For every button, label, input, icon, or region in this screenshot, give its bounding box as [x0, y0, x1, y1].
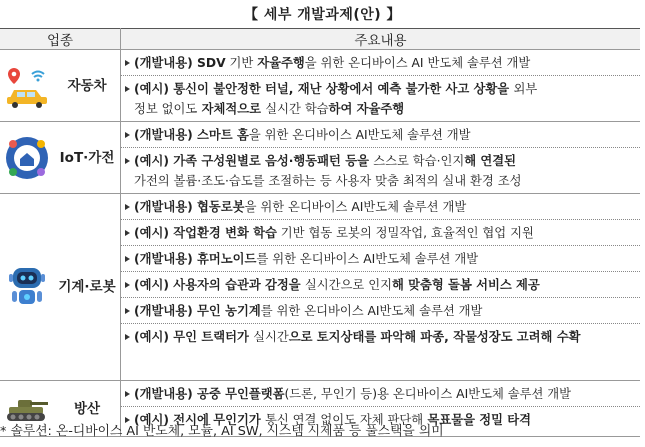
bullet-triangle-icon — [125, 86, 130, 92]
header-content: 주요내용 — [121, 29, 641, 50]
content-text: (개발내용) — [134, 200, 198, 214]
content-text: 가전의 볼륨·조도·습도를 조절하는 등 사용자 맞춤 최적의 실내 환경 조성 — [134, 174, 522, 188]
sector-name: IoT·가전 — [59, 149, 115, 166]
content-continuation — [125, 99, 636, 119]
content-text: 통신 연결 없이도 자체 판단해 — [265, 413, 424, 427]
content-text: 을 위한 온디바이스 AI반도체 솔루션 개발 — [248, 128, 471, 142]
content-text: 해 맞춤형 돌봄 서비스 제공 — [391, 278, 540, 292]
page-title: 【 세부 개발과제(안) 】 — [243, 7, 402, 23]
content-item — [121, 75, 640, 121]
sector-name: 방산 — [73, 400, 101, 417]
content-item — [121, 50, 640, 75]
content-text: 기반 — [225, 56, 258, 70]
content-text: 으로 토지상태를 파악해 파종, 작물성장도 고려해 수확 — [288, 330, 581, 344]
content-cell — [121, 122, 641, 194]
content-item — [121, 323, 640, 349]
sector-name: 자동차 — [67, 77, 107, 94]
content-text: 공중 무인플랫폼 — [197, 387, 285, 401]
bullet-triangle-icon — [125, 230, 130, 236]
sector-cell — [0, 122, 121, 194]
content-text: 실시간으로 인지 — [304, 278, 392, 292]
bullet-triangle-icon — [125, 282, 130, 288]
content-text: 하여 자율주행 — [328, 102, 405, 116]
bullet-triangle-icon — [125, 391, 130, 397]
content-text: (개발내용) — [134, 56, 198, 70]
content-item — [121, 297, 640, 323]
sector-name: 기계·로봇 — [58, 279, 116, 295]
table-header-row — [0, 29, 640, 50]
bullet-triangle-icon — [125, 132, 130, 138]
table-row — [0, 122, 640, 194]
sector-cell — [0, 50, 121, 122]
content-text: 자체적으로 — [197, 102, 266, 116]
content-text: 실시간 — [253, 330, 289, 344]
bullet-triangle-icon — [125, 204, 130, 210]
dev-tasks-table — [0, 28, 640, 437]
content-continuation — [125, 171, 636, 191]
content-text: 자율주행 — [257, 56, 305, 70]
smart-home-icon — [0, 135, 54, 181]
header-sector: 업종 — [0, 29, 121, 50]
tank-icon — [0, 394, 54, 424]
content-text: (예시) — [134, 330, 169, 344]
content-text: 정보 없이도 — [134, 102, 198, 116]
content-text: SDV — [197, 56, 226, 70]
content-cell — [121, 194, 641, 381]
bullet-triangle-icon — [125, 158, 130, 164]
content-text: 무인 트랙터가 — [169, 330, 254, 344]
content-text: 통신이 불안정한 터널, 재난 상황에서 예측 불가한 사고 상황을 — [169, 82, 514, 96]
content-text: (예시) — [134, 278, 169, 292]
content-text: (예시) — [134, 226, 174, 240]
content-text: (드론, 무인기 등)용 온디바이스 AI반도체 솔루션 개발 — [284, 387, 572, 401]
content-text: (개발내용) — [134, 387, 198, 401]
content-text: 스마트 홈 — [197, 128, 249, 142]
bullet-triangle-icon — [125, 256, 130, 262]
content-text: 을 위한 온디바이스 AI반도체 솔루션 개발 — [244, 200, 467, 214]
content-text: (개발내용) — [134, 252, 198, 266]
content-text: 목표물을 정밀 타격 — [423, 413, 532, 427]
content-text: (예시) — [134, 154, 169, 168]
content-text: 스스로 학습·인지 — [373, 154, 465, 168]
content-text: (개발내용) — [134, 128, 198, 142]
content-text: 를 위한 온디바이스 AI반도체 솔루션 개발 — [260, 304, 483, 318]
footnote: * 솔루션: 온-디바이스 AI 반도체, 모듈, AI SW, 시스템 시제품 등 풀스택을 의미 — [0, 424, 444, 439]
content-text: 을 위한 온디바이스 AI 반도체 솔루션 개발 — [304, 56, 531, 70]
bullet-triangle-icon — [125, 308, 130, 314]
content-text: 휴머노이드 — [197, 252, 257, 266]
content-item — [121, 245, 640, 271]
content-text: 무인 농기계 — [197, 304, 261, 318]
sector-cell — [0, 194, 121, 381]
content-text: 전시에 무인기가 — [169, 413, 265, 427]
content-item — [121, 219, 640, 245]
content-text: 협동로봇 — [197, 200, 245, 214]
content-text: 를 위한 온디바이스 AI반도체 솔루션 개발 — [256, 252, 479, 266]
content-text: 실시간 학습 — [265, 102, 329, 116]
content-text: 가족 구성원별로 음성·행동패턴 등을 — [169, 154, 374, 168]
table-row — [0, 50, 640, 122]
content-text: 외부 — [513, 82, 538, 96]
bullet-triangle-icon — [125, 60, 130, 66]
car-icon — [0, 64, 54, 108]
content-item — [121, 194, 640, 219]
content-text: (예시) — [134, 413, 169, 427]
content-item — [121, 381, 640, 406]
content-text: 사용자의 습관과 감정을 — [169, 278, 305, 292]
content-text: 작업환경 변화 학습 — [173, 226, 277, 240]
content-item — [121, 147, 640, 193]
bullet-triangle-icon — [125, 334, 130, 340]
table-row — [0, 194, 640, 381]
content-text: 해 연결된 — [464, 154, 517, 168]
content-cell — [121, 50, 641, 122]
content-text: (개발내용) — [134, 304, 198, 318]
content-item — [121, 271, 640, 297]
robot-icon — [0, 262, 54, 312]
content-item — [121, 122, 640, 147]
content-text: (예시) — [134, 82, 169, 96]
content-text: 기반 협동 로봇의 정밀작업, 효율적인 협업 지원 — [276, 226, 534, 240]
